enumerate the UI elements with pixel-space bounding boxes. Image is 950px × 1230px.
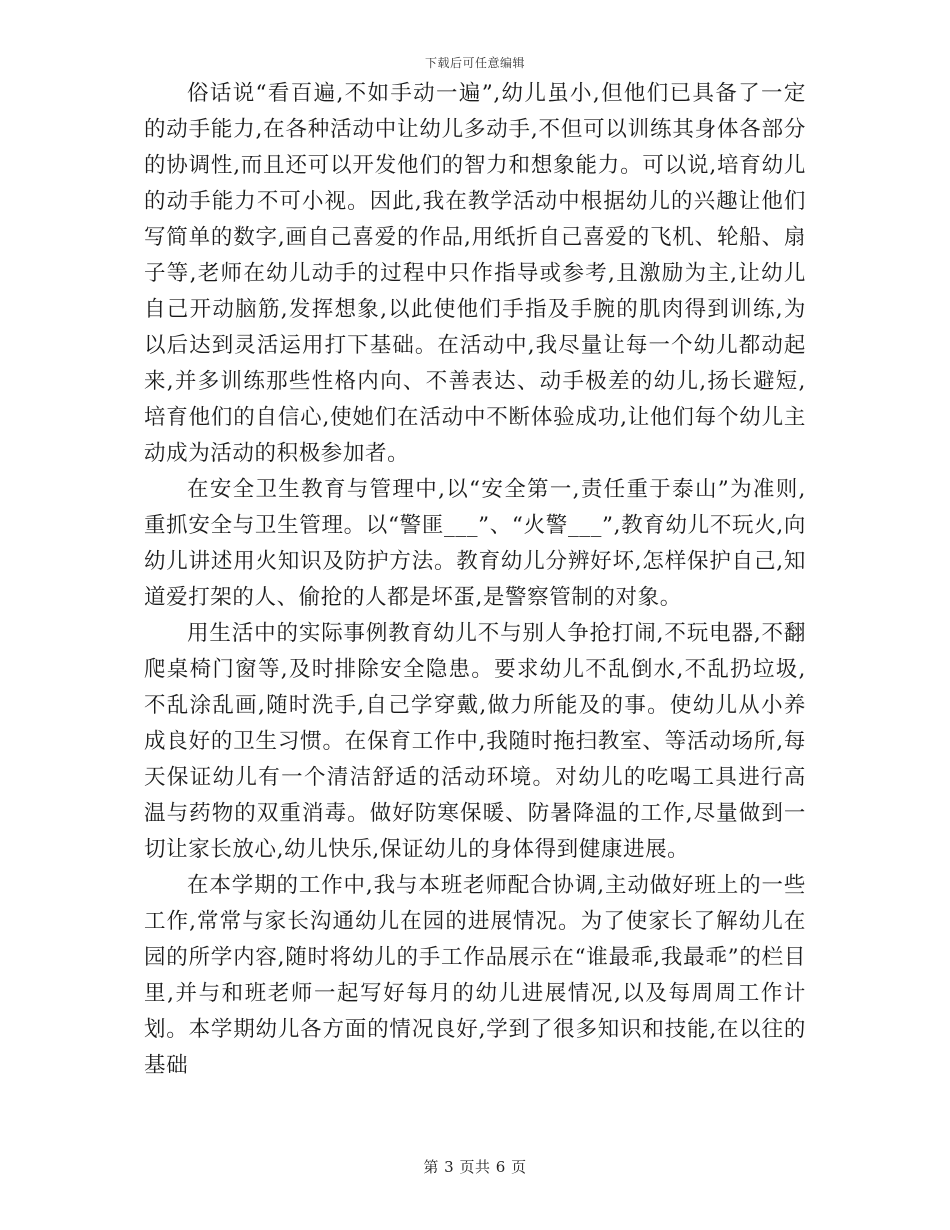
paragraph-parent-communication: 在本学期的工作中,我与本班老师配合协调,主动做好班上的一些工作,常常与家长沟通幼儿在园的进展情况。为了使家长了解幼儿在园的所学内容,随时将幼儿的手工作品展示在“谁最乖,我最乖”的栏目里,并与和班老师一起写好每月的幼儿进展情况,以及每周周工作计划。本学期幼儿各方面的情况良好,学到了很多知识和技能,在以往的基础 bbox=[144, 873, 806, 1078]
paragraph-hands-on-ability: 俗话说“看百遍,不如手动一遍”,幼儿虽小,但他们已具备了一定的动手能力,在各种活动中让幼儿多动手,不但可以训练其身体各部分的协调性,而且还可以开发他们的智力和想象能力。可以说,培育幼儿的动手能力不可小视。因此,我在教学活动中根据幼儿的兴趣让他们写简单的数字,画自己喜爱的作品,用纸折自己喜爱的飞机、轮船、扇子等,老师在幼儿动手的过程中只作指导或参考,且激励为主,让幼儿自己开动脑筋,发挥想象,以此使他们手指及手腕的肌肉得到训练,为以后达到灵活运用打下基础。在活动中,我尽量让每一个幼儿都动起来,并多训练那些性格内向、不善表达、动手极差的幼儿,扬长避短,培育他们的自信心,使她们在活动中不断体验成功,让他们每个幼儿主动成为活动的积极参加者。 bbox=[144, 81, 806, 466]
document-body bbox=[144, 76, 806, 1084]
page-header: 下载后可任意编辑 bbox=[424, 56, 525, 70]
paragraph-safety-education: 在安全卫生教育与管理中,以“安全第一,责任重于泰山”为准则,重抓安全与卫生管理。以“警匪___”、“火警___”,教育幼儿不玩火,向幼儿讲述用火知识及防护方法。教育幼儿分辨好坏,怎样保护自己,知道爱打架的人、偷抢的人都是坏蛋,是警察管制的对象。 bbox=[144, 477, 806, 610]
paragraph-hygiene-habits: 用生活中的实际事例教育幼儿不与别人争抢打闹,不玩电器,不翻爬桌椅门窗等,及时排除安全隐患。要求幼儿不乱倒水,不乱扔垃圾,不乱涂乱画,随时洗手,自己学穿戴,做力所能及的事。使幼儿从小养成良好的卫生习惯。在保育工作中,我随时拖扫教室、等活动场所,每天保证幼儿有一个清洁舒适的活动环境。对幼儿的吃喝工具进行高温与药物的双重消毒。做好防寒保暖、防暑降温的工作,尽量做到一切让家长放心,幼儿快乐,保证幼儿的身体得到健康进展。 bbox=[144, 621, 806, 862]
page-number-footer: 第 3 页共 6 页 bbox=[423, 1158, 527, 1176]
